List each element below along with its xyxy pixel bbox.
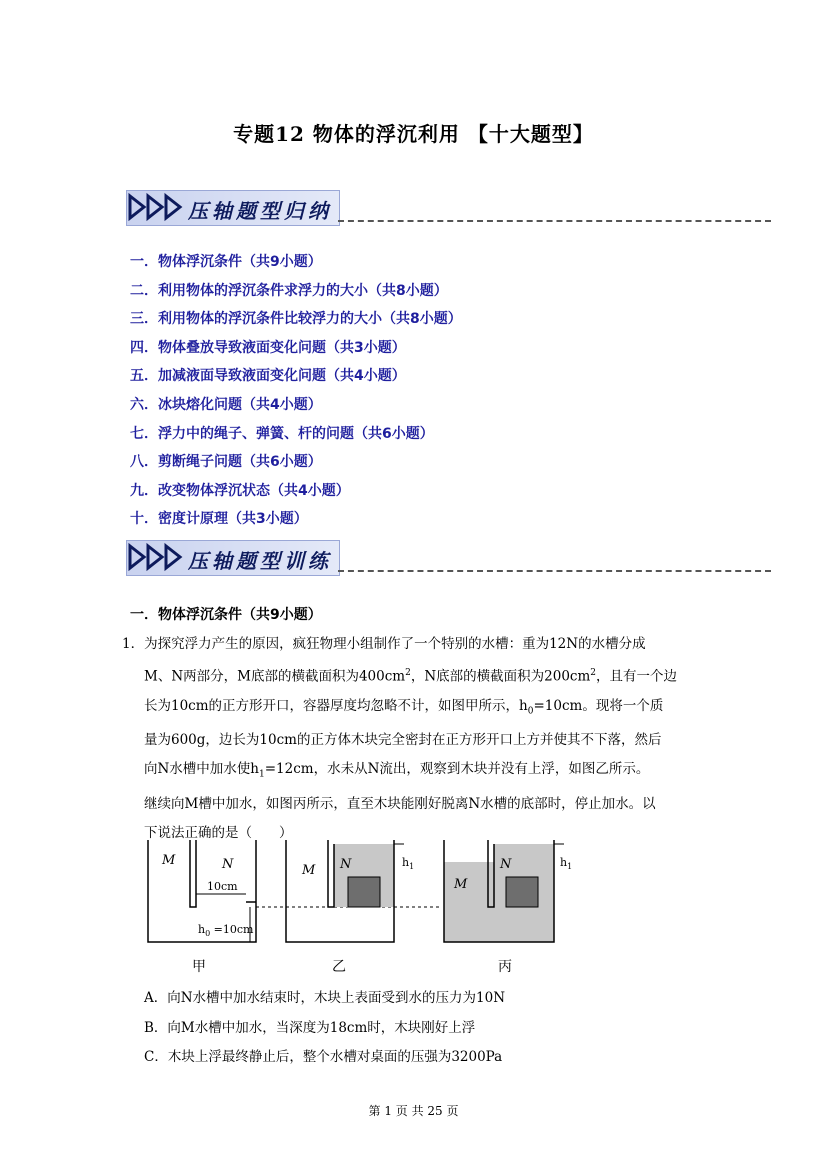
toc-item[interactable]: 二．利用物体的浮沉条件求浮力的大小（共8小题） [130, 282, 448, 299]
toc-item[interactable]: 八．剪断绳子问题（共6小题） [130, 454, 322, 471]
svg-text:h1: $h_1$ [560, 856, 573, 871]
toc-item[interactable]: 十．密度计原理（共3小题） [130, 511, 308, 528]
wood-block [506, 877, 538, 907]
question-line: 1．为探究浮力产生的原因，疯狂物理小组制作了一个特别的水槽：重为12N的水槽分成 [122, 636, 646, 652]
svg-text:N: N [340, 857, 352, 872]
caption-jia: 甲 [192, 959, 206, 975]
toc-item[interactable]: 五．加减液面导致液面变化问题（共4小题） [130, 368, 406, 385]
triple-arrow-icon [128, 192, 188, 222]
question-line: 长为10cm的正方形开口，容器厚度均忽略不计，如图甲所示，$h_0=10cm$。现将一个质 [144, 697, 664, 717]
tank-diagram [140, 832, 580, 977]
answer-options [144, 984, 505, 1073]
label-h0: $h_0 =10cm$ [198, 923, 254, 938]
tank-figure [140, 832, 580, 981]
page-title: 专题12 物体的浮沉利用 【十大题型】 [233, 122, 594, 146]
option-c[interactable]: C．木块上浮最终静止后，整个水槽对桌面的压强为3200Pa [144, 1049, 503, 1065]
banner-label: 压轴题型训练 [188, 549, 332, 573]
toc-item[interactable]: 一．物体浮沉条件（共9小题） [130, 254, 322, 270]
caption-bing: 丙 [498, 959, 512, 975]
section-heading: 一．物体浮沉条件（共9小题） [130, 607, 322, 623]
svg-text:M: M [302, 863, 316, 878]
option-a[interactable]: A．向N水槽中加水结束时，木块上表面受到水的压力为10N [144, 990, 506, 1006]
toc-item[interactable]: 四．物体叠放导致液面变化问题（共3小题） [130, 339, 406, 356]
banner-divider [338, 570, 771, 572]
toc-item[interactable]: 六．冰块熔化问题（共4小题） [130, 396, 322, 413]
svg-text:M: M [454, 877, 468, 892]
option-b[interactable]: B．向M水槽中加水，当深度为18cm时，木块刚好上浮 [144, 1019, 476, 1036]
label-N: N [222, 857, 234, 872]
tank-jia [148, 840, 256, 942]
page-footer: 第 1 页 共 25 页 [368, 1104, 459, 1118]
caption-yi: 乙 [332, 959, 346, 975]
tank-yi [286, 840, 414, 942]
banner-divider [338, 220, 771, 222]
label-M: M [162, 853, 176, 868]
question-line: 向N水槽中加水使$h_1=12cm$，水未从N流出，观察到木块并没有上浮，如图乙所示。 [144, 761, 650, 780]
question-line: M、N两部分，M底部的横截面积为$400cm^2$，N底部的横截面积为$200cm^2$，且有一个边 [144, 668, 678, 685]
svg-text:N: N [500, 857, 512, 872]
summary-banner [126, 190, 771, 226]
table-of-contents [130, 248, 462, 534]
question-line: 下说法正确的是（ ） [144, 824, 293, 841]
question-1 [122, 630, 712, 848]
toc-item[interactable]: 七．浮力中的绳子、弹簧、杆的问题（共6小题） [130, 425, 434, 442]
wood-block [348, 877, 380, 907]
toc-item[interactable]: 三．利用物体的浮沉条件比较浮力的大小（共8小题） [130, 311, 462, 328]
banner-label: 压轴题型归纳 [188, 199, 332, 223]
label-h1: $h_1$ [402, 856, 415, 871]
tank-bing [444, 840, 572, 942]
question-line: 量为600g，边长为10cm的正方体木块完全密封在正方形开口上方并使其不下落，然后 [144, 732, 662, 749]
training-banner [126, 540, 771, 576]
water-M [444, 862, 494, 942]
label-10cm: 10cm [207, 880, 238, 893]
toc-item[interactable]: 九．改变物体浮沉状态（共4小题） [130, 482, 350, 499]
question-line: 继续向M槽中加水，如图丙所示，直至木块能刚好脱离N水槽的底部时，停止加水。以 [144, 795, 656, 812]
triple-arrow-icon [128, 542, 188, 572]
